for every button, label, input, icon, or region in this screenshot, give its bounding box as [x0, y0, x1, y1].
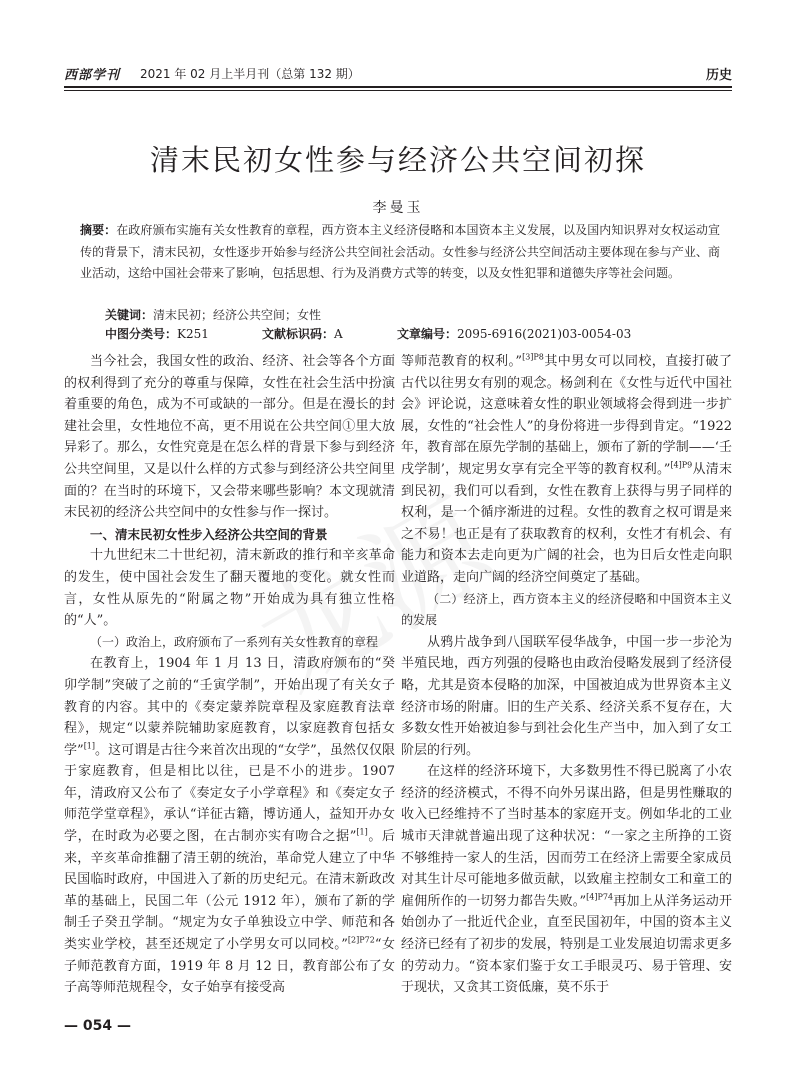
document-code: 文献标识码：A — [262, 327, 343, 341]
article-number: 文章编号：2095-6916(2021)03-0054-03 — [397, 327, 632, 341]
body-column-left — [64, 351, 395, 999]
citation: [2]P72 — [347, 935, 375, 945]
issue-info: 2021 年 02 月上半月刊（总第 132 期） — [140, 67, 360, 81]
keywords-label: 关键词： — [105, 308, 154, 322]
body-column-right — [401, 351, 732, 999]
paragraph: 等师范教育的权利。”$^{[3]P8}$其中男女可以同校，直接打破了古代以往男女有别的观念。杨剑利在《女性与近代中国社会》评论说，这意味着女性的职业领域将会得到进一步扩展，女性的“社会性人”的身份将进一步得到肯定。“1922 年，教育部在原先学制的基础上，颁布了新的学制——‘壬戌学制’，规定男女享有完全平等的教育权利。”$^{[4]P9}$从清末到民初，我们可以看到，女性在教育上获得与男子同样的权利，是一个循序渐进的过程。女性的教育之权可谓是来之不易！也正是有了获取教育的权利，女性才有机会、有能力和资本去走向更为广阔的社会，也为日后女性走向职业道路，走向广阔的经济空间奠定了基础。 — [401, 352, 732, 585]
abstract-text: 在政府颁布实施有关女性教育的章程，西方资本主义经济侵略和本国资本主义发展，以及国内知识界对女权运动宣传的背景下，清末民初，女性逐步开始参与经济公共空间社会活动。女性参与经济公共空间活动主要体现在参与产业、商业活动，这给中国社会带来了影响，包括思想、行为及消费方式等的转变，以及女性犯罪和道德失序等社会问题。 — [80, 223, 720, 281]
paragraph: 在这样的经济环境下，大多数男性不得已脱离了小农经济的经济模式，不得不向外另谋出路，但是男性赚取的收入已经维持不了当时基本的家庭开支。例如华北的工业城市天津就普遍出现了这种状况：“一家之主所挣的工资不够维持一家人的生活，因而劳工在经济上需要全家成员对其生计尽可能地多做贡献，以致雇主控制女工和童工的雇佣所作的一切努力都告失败。”$^{[4]P74}$再加上从洋务运动开始创办了一批近代企业，直至民国初年，中国的资本主义经济已经有了初步的发展，特别是工业发展迫切需求更多的劳动力。“资本家们鉴于女工手眼灵巧、易于管理、安于现状，又贪其工资低廉，莫不乐于 — [401, 764, 732, 996]
citation: [1] — [356, 827, 368, 837]
running-header — [64, 62, 732, 86]
citation: [4]P74 — [586, 892, 614, 902]
paragraph: 从鸦片战争到八国联军侵华战争，中国一步一步沦为半殖民地，西方列强的侵略也由政治侵略发展到了经济侵略，尤其是资本侵略的加深，中国被迫成为世界资本主义经济市场的附庸。旧的生产关系、经济关系不复存在，大多数女性开始被迫参与到社会化生产当中，加入到了女工阶层的行列。 — [401, 634, 732, 758]
section-heading: 一、清末民初女性步入经济公共空间的背景 — [90, 526, 328, 542]
paragraph: 在教育上，1904 年 1 月 13 日，清政府颁布的“癸卯学制”突破了之前的“壬寅学制”，开始出现了有关女子教育的内容。其中的《奏定蒙养院章程及家庭教育法章程》，规定“以蒙养院辅助家庭教育，以家庭教育包括女学”[1]。这可谓是古往今来首次出现的“女学”，虽然仅仅限于家庭教育，但是相比以往，已是不小的进步。1907 年，清政府又公布了《奏定女子小学章程》和《奏定女子师范学堂章程》，承认“详征古籍，博访通人，益知开办女学，在时政为必要之图，在古制亦实有吻合之据”[1]。后来，辛亥革命推翻了清王朝的统治，革命党人建立了中华民国临时政府，中国进入了新的历史纪元。在清末新政改革的基础上，民国二年（公元 1912 年），颁布了新的学制壬子癸丑学制。“规定为女子单独设立中学、师范和各类实业学校，甚至还规定了小学男女可以同校。”$^{[2]P72}$“女子师范教育方面，1919 年 8 月 12 日，教育部公布了女子高等师范规程令，女子始享有接受高 — [64, 656, 395, 996]
citation: [1] — [83, 741, 96, 751]
clc-number: 中图分类号：K251 — [105, 327, 209, 341]
paragraph: 十九世纪末二十世纪初，清末新政的推行和辛亥革命的发生，使中国社会发生了翻天覆地的变化。就女性而言，女性从原先的“附属之物”开始成为具有独立性格的“人”。 — [64, 548, 395, 629]
subsection-heading: （一）政治上，政府颁布了一系列有关女性教育的章程 — [90, 634, 379, 649]
article-meta — [105, 324, 745, 344]
keywords-text: 清末民初；经济公共空间；女性 — [153, 308, 322, 322]
keywords — [105, 305, 321, 325]
author-name: 李曼玉 — [372, 200, 424, 216]
abstract-label: 摘要： — [80, 223, 117, 237]
citation: [4]P9 — [670, 460, 693, 470]
header-rule-thin — [64, 90, 732, 91]
abstract — [80, 220, 720, 285]
article-title: 清末民初女性参与经济公共空间初探 — [149, 143, 646, 177]
page-number: — 054 — — [64, 1018, 131, 1034]
citation: [3]P8 — [522, 352, 544, 362]
journal-logo: 西部学刊 — [64, 68, 121, 83]
section-label: 历史 — [705, 68, 732, 83]
header-rule — [64, 86, 732, 88]
subsection-heading: （二）经济上，西方资本主义的经济侵略和中国资本主义的发展 — [401, 591, 732, 628]
paragraph: 当今社会，我国女性的政治、经济、社会等各个方面的权利得到了充分的尊重与保障，女性在社会生活中扮演着重要的角色，成为不可或缺的一部分。但是在漫长的封建社会里，女性地位不高，更不用说在公共空间①里大放异彩了。那么，女性究竟是在怎么样的背景下参与到经济公共空间里，又是以什么样的方式参与到经济公共空间里面的？在当时的环境下，又会带来哪些影响？本文现就清末民初的经济公共空间中的女性参与作一探讨。 — [64, 354, 395, 521]
